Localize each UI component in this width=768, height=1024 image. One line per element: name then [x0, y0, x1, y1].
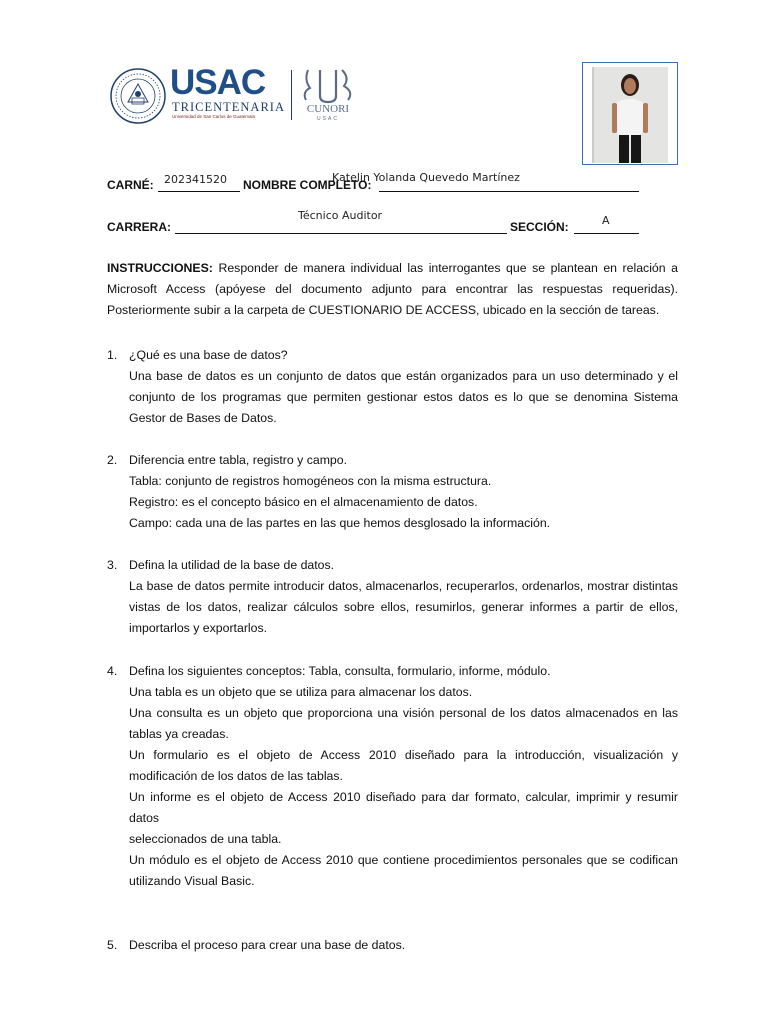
seccion-value: A: [602, 214, 610, 227]
nombre-underline: [379, 191, 639, 192]
answer-4-line-4: Un informe es el objeto de Access 2010 diseñado para dar formato, calcular, imprimir y resumir datos: [129, 790, 678, 825]
question-number: 5.: [107, 938, 118, 952]
tricentenaria-text: TRICENTENARIA: [172, 100, 285, 114]
question-number: 4.: [107, 664, 118, 678]
seccion-underline: [574, 233, 639, 234]
answer-4-line-2: Una consulta es un objeto que proporciona una visión personal de los datos almacenados en las tablas ya creadas.: [129, 706, 678, 741]
university-subtitle: Universidad de San Carlos de Guatemala: [172, 114, 256, 119]
cunori-logo-icon: [298, 66, 358, 122]
answer-1: Una base de datos es un conjunto de datos que están organizados para un uso determinado y el conjunto de los programas que permiten gestionar estos datos es lo que se denomina Sistema Gestor de Bases de Datos.: [129, 369, 678, 425]
answer-2-line-1: Tabla: conjunto de registros homogéneos con la misma estructura.: [129, 474, 492, 488]
nombre-value: Katelin Yolanda Quevedo Martínez: [332, 171, 520, 184]
question-number: 1.: [107, 348, 118, 362]
answer-2-line-3: Campo: cada una de las partes en las que hemos desglosado la información.: [129, 516, 551, 530]
student-photo-image: [592, 67, 668, 163]
instructions-paragraph: [107, 258, 678, 321]
question-text: Describa el proceso para crear una base de datos.: [129, 938, 406, 952]
seccion-label: SECCIÓN:: [510, 220, 569, 234]
question-number: 3.: [107, 558, 118, 572]
carrera-value: Técnico Auditor: [298, 209, 383, 222]
carne-underline: [158, 191, 240, 192]
question-text: Defina los siguientes conceptos: Tabla, consulta, formulario, informe, módulo.: [129, 664, 551, 678]
answer-2-line-2: Registro: es el concepto básico en el almacenamiento de datos.: [129, 495, 478, 509]
university-seal-icon: [110, 68, 166, 124]
instructions-text: Responder de manera individual las interrogantes que se plantean en relación a Microsoft Access (apóyese del documento adjunto para encontrar las respuestas requeridas). Posteriormente subir a la carpeta de CUESTIONARIO DE ACCESS, ubicado en la sección de tareas.: [107, 261, 678, 317]
question-text: Defina la utilidad de la base de datos.: [129, 558, 335, 572]
question-text: Diferencia entre tabla, registro y campo.: [129, 453, 348, 467]
carrera-underline: [175, 233, 507, 234]
question-number: 2.: [107, 453, 118, 467]
svg-text:USAC: USAC: [317, 116, 339, 122]
nombre-label: NOMBRE COMPLETO:: [243, 178, 372, 192]
usac-wordmark: USAC: [170, 63, 266, 102]
answer-4-line-1: Una tabla es un objeto que se utiliza para almacenar los datos.: [129, 685, 473, 699]
instructions-label: INSTRUCCIONES:: [107, 261, 213, 275]
answer-4-line-3: Un formulario es el objeto de Access 2010 diseñado para la introducción, visualización y modificación de los datos de las tablas.: [129, 748, 678, 783]
answer-4-line-5: seleccionados de una tabla.: [129, 832, 282, 846]
carrera-label: CARRERA:: [107, 220, 171, 234]
answer-3: La base de datos permite introducir datos, almacenarlos, recuperarlos, ordenarlos, mostrar distintas vistas de los datos, realizar cálculos sobre ellos, resumirlos, generar informes a partir de ellos, importarlos y exportarlos.: [129, 579, 678, 635]
student-photo: [582, 62, 678, 165]
question-text: ¿Qué es una base de datos?: [129, 348, 288, 362]
usac-logo: [110, 64, 360, 124]
carne-value: 202341520: [164, 173, 227, 186]
carne-label: CARNÉ:: [107, 178, 154, 192]
answer-4-line-6: Un módulo es el objeto de Access 2010 que contiene procedimientos personales que se codifican utilizando Visual Basic.: [129, 853, 678, 888]
svg-text:CUNORI: CUNORI: [306, 103, 350, 115]
logo-divider: [291, 70, 292, 120]
